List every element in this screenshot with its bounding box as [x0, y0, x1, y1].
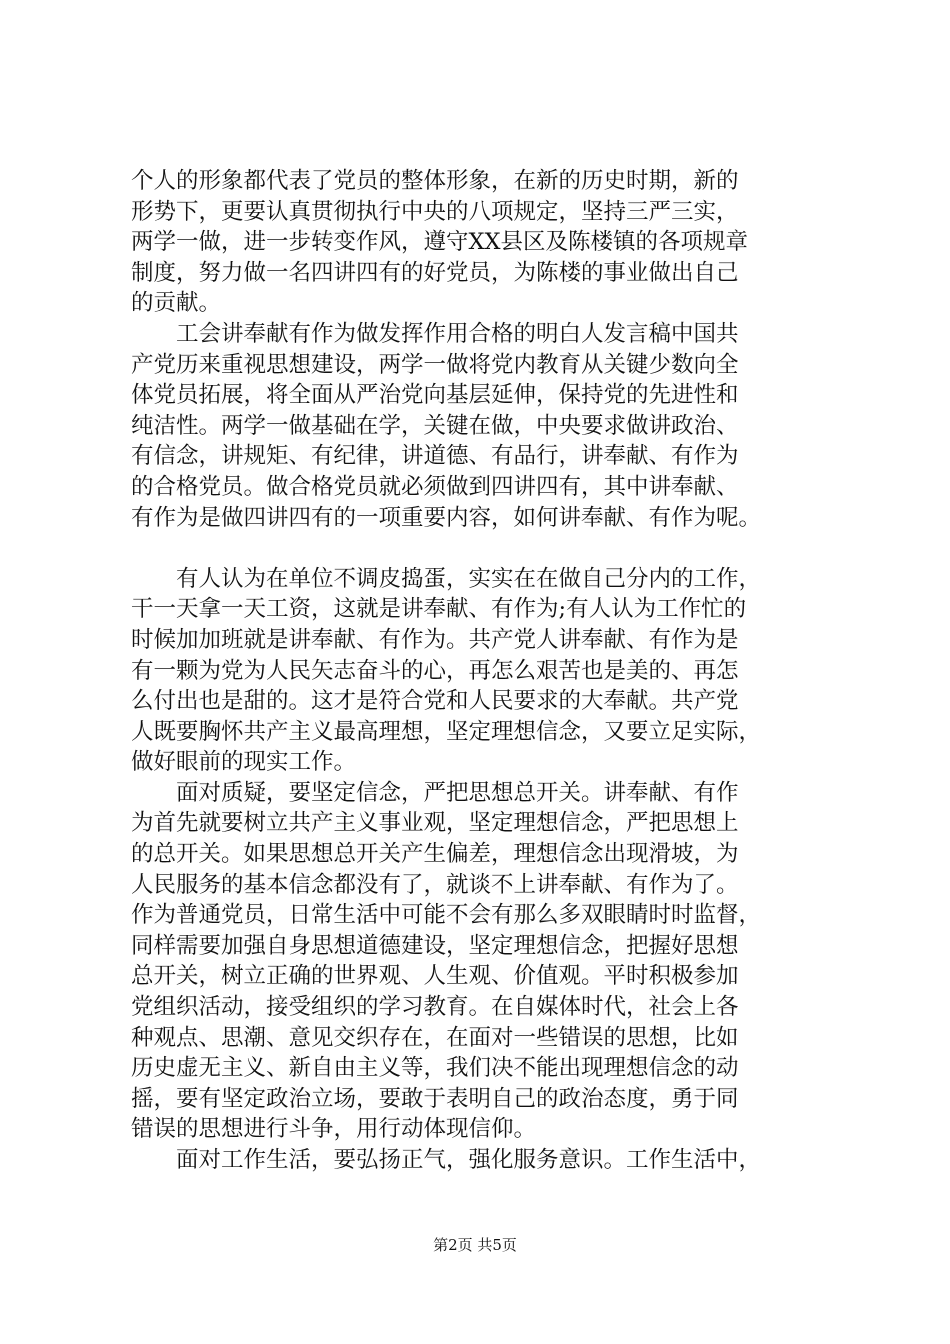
text-line: 么付出也是甜的。这才是符合党和人民要求的大奉献。共产党: [131, 688, 739, 715]
text-line: 党组织活动，接受组织的学习教育。在自媒体时代，社会上各: [131, 994, 739, 1021]
text-line: 错误的思想进行斗争，用行动体现信仰。: [131, 1116, 537, 1143]
text-line: 面对工作生活，要弘扬正气，强化服务意识。工作生活中，: [131, 1147, 762, 1173]
text-line: 种观点、思潮、意见交织存在，在面对一些错误的思想，比如: [131, 1024, 739, 1051]
text-line: 制度，努力做一名四讲四有的好党员，为陈楼的事业做出自己: [131, 259, 739, 286]
text-line: 人民服务的基本信念都没有了，就谈不上讲奉献、有作为了。: [131, 871, 739, 898]
text-line: 同样需要加强自身思想道德建设，坚定理想信念，把握好思想: [131, 932, 739, 959]
document-body: [131, 166, 851, 1176]
text-line: 摇，要有坚定政治立场，要敢于表明自己的政治态度，勇于同: [131, 1085, 739, 1112]
text-line: 总开关，树立正确的世界观、人生观、价值观。平时积极参加: [131, 963, 739, 990]
text-line: 有作为是做四讲四有的一项重要内容，如何讲奉献、有作为呢。: [131, 504, 762, 531]
text-line: 为首先就要树立共产主义事业观，坚定理想信念，严把思想上: [131, 810, 739, 837]
text-line: 作为普通党员，日常生活中可能不会有那么多双眼睛时时监督，: [131, 902, 762, 929]
text-line: 历史虚无主义、新自由主义等，我们决不能出现理想信念的动: [131, 1055, 739, 1082]
text-line: 有一颗为党为人民矢志奋斗的心，再怎么艰苦也是美的、再怎: [131, 657, 739, 684]
text-line: 体党员拓展，将全面从严治党向基层延伸，保持党的先进性和: [131, 382, 739, 409]
text-line: 形势下，更要认真贯彻执行中央的八项规定，坚持三严三实，: [131, 198, 739, 225]
text-line: 个人的形象都代表了党员的整体形象，在新的历史时期，新的: [131, 168, 739, 194]
text-line: 纯洁性。两学一做基础在学，关键在做，中央要求做讲政治、: [131, 412, 739, 439]
text-line: 有人认为在单位不调皮捣蛋，实实在在做自己分内的工作，: [131, 565, 762, 592]
text-line: 的贡献。: [131, 290, 222, 317]
blank-line: [131, 533, 851, 564]
text-line: 的总开关。如果思想总开关产生偏差，理想信念出现滑坡，为: [131, 841, 739, 868]
text-line: 的合格党员。做合格党员就必须做到四讲四有，其中讲奉献、: [131, 473, 739, 500]
page-number-footer: 第2页 共5页: [433, 1236, 517, 1254]
text-line: 时候加加班就是讲奉献、有作为。共产党人讲奉献、有作为是: [131, 626, 739, 653]
text-line: 面对质疑，要坚定信念，严把思想总开关。讲奉献、有作: [131, 779, 739, 806]
text-line: 做好眼前的现实工作。: [131, 749, 357, 776]
text-line: 有信念，讲规矩、有纪律，讲道德、有品行，讲奉献、有作为: [131, 443, 739, 470]
text-line: 人既要胸怀共产主义最高理想，坚定理想信念，又要立足实际，: [131, 718, 762, 745]
text-line: 产党历来重视思想建设，两学一做将党内教育从关键少数向全: [131, 351, 739, 378]
text-line: 工会讲奉献有作为做发挥作用合格的明白人发言稿中国共: [131, 320, 739, 347]
text-line: 干一天拿一天工资，这就是讲奉献、有作为;有人认为工作忙的: [131, 596, 747, 623]
text-line: 两学一做，进一步转变作风，遵守XX县区及陈楼镇的各项规章: [131, 229, 749, 256]
